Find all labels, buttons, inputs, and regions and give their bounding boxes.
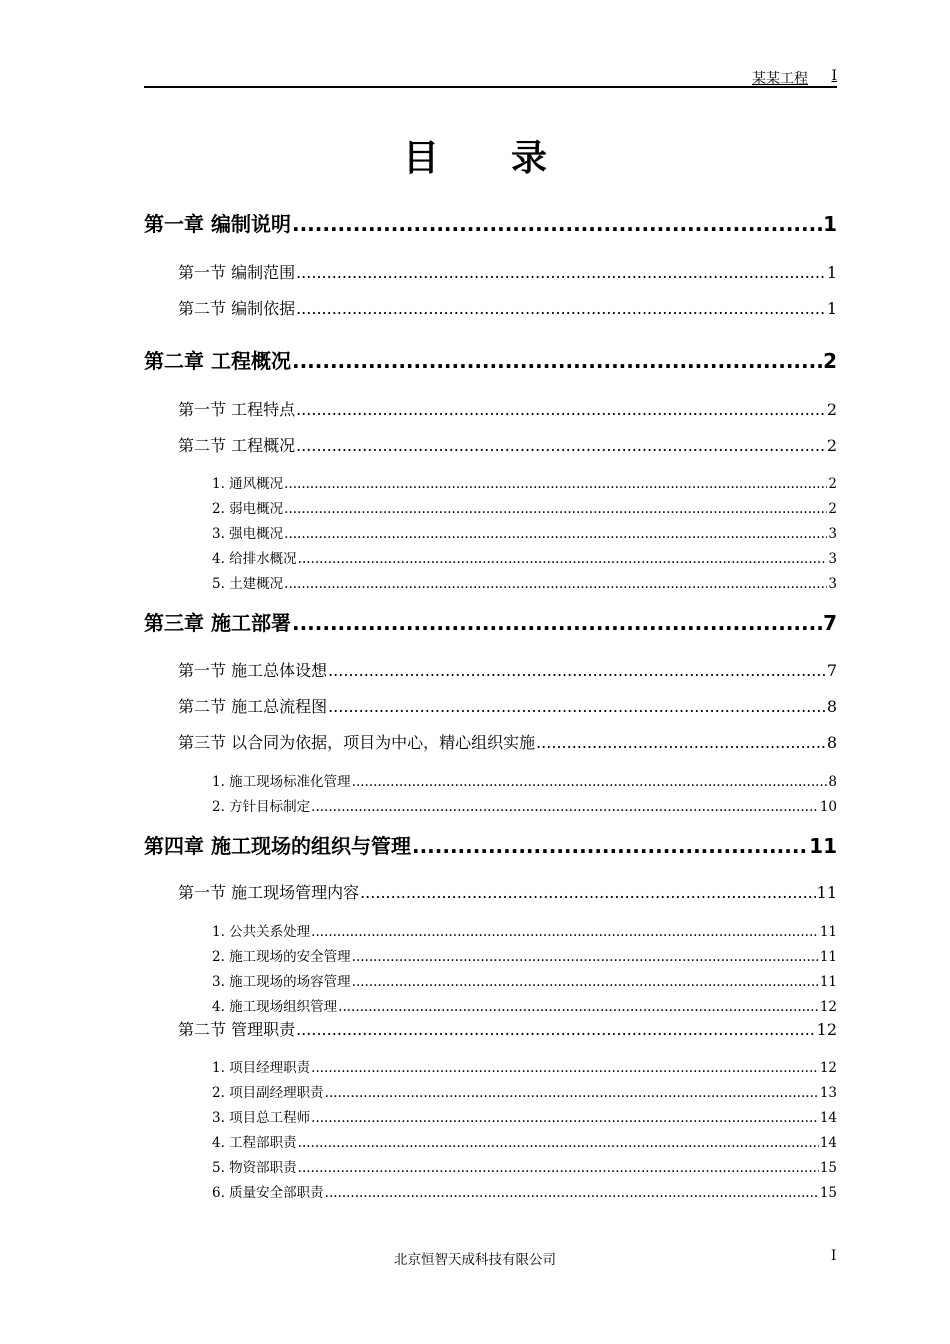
dot-leader xyxy=(352,949,819,965)
dot-leader xyxy=(325,1085,819,1101)
toc-entry-page: 11 xyxy=(809,834,837,858)
toc-item-entry[interactable] xyxy=(212,1081,837,1101)
toc-entry-label: 4. 施工现场组织管理 xyxy=(212,999,338,1015)
dot-leader xyxy=(325,1185,819,1201)
toc-entry-label: 2. 方针目标制定 xyxy=(212,799,311,815)
toc-entry-label: 4. 给排水概况 xyxy=(212,551,297,567)
toc-entry-label: 第二节 施工总流程图 xyxy=(178,697,328,716)
toc-entry-label: 第一节 施工总体设想 xyxy=(178,661,328,680)
toc-entry-label: 5. 物资部职责 xyxy=(212,1160,297,1176)
toc-entry-page: 15 xyxy=(819,1185,837,1201)
toc-entry-label: 4. 工程部职责 xyxy=(212,1135,297,1151)
toc-entry-label: 第一节 工程特点 xyxy=(178,400,296,419)
toc-entry-page: 13 xyxy=(819,1085,837,1101)
toc-entry-label: 3. 强电概况 xyxy=(212,526,284,542)
toc-section-entry[interactable] xyxy=(178,260,837,283)
toc-section-entry[interactable] xyxy=(178,296,837,319)
toc-entry-page: 2 xyxy=(826,436,837,455)
toc-entry-label: 3. 项目总工程师 xyxy=(212,1110,311,1126)
toc-entry-page: 14 xyxy=(819,1110,837,1126)
dot-leader xyxy=(298,1135,819,1151)
footer-page-number: I xyxy=(831,1248,837,1264)
toc-section-entry[interactable] xyxy=(178,730,837,753)
toc-entry-page: 1 xyxy=(826,299,837,318)
toc-section-entry[interactable] xyxy=(178,694,837,717)
toc-entry-page: 8 xyxy=(828,774,837,790)
toc-entry-page: 3 xyxy=(828,576,837,592)
dot-leader xyxy=(311,1060,819,1076)
footer-company: 北京恒智天成科技有限公司 xyxy=(394,1252,556,1268)
toc-entry-label: 第二节 编制依据 xyxy=(178,299,296,318)
toc-entry-label: 2. 弱电概况 xyxy=(212,501,284,517)
toc-entry-page: 12 xyxy=(816,1020,837,1039)
dot-leader xyxy=(284,576,827,592)
toc-entry-page: 10 xyxy=(819,799,837,815)
toc-item-entry[interactable] xyxy=(212,547,837,567)
toc-entry-page: 11 xyxy=(819,949,837,965)
toc-item-entry[interactable] xyxy=(212,1156,837,1176)
toc-item-entry[interactable] xyxy=(212,795,837,815)
toc-section-entry[interactable] xyxy=(178,433,837,456)
toc-entry-page: 12 xyxy=(819,999,837,1015)
toc-entry-label: 第四章 施工现场的组织与管理 xyxy=(144,834,411,858)
dot-leader xyxy=(338,999,819,1015)
toc-item-entry[interactable] xyxy=(212,472,837,492)
dot-leader xyxy=(292,212,822,236)
toc-entry-page: 3 xyxy=(828,551,837,567)
toc-entry-label: 1. 公共关系处理 xyxy=(212,924,311,940)
dot-leader xyxy=(296,436,826,455)
toc-entry-label: 3. 施工现场的场容管理 xyxy=(212,974,351,990)
toc-entry-page: 11 xyxy=(819,974,837,990)
toc-entry-label: 5. 土建概况 xyxy=(212,576,284,592)
toc-section-entry[interactable] xyxy=(178,658,837,681)
toc-entry-page: 15 xyxy=(819,1160,837,1176)
dot-leader xyxy=(284,526,827,542)
toc-entry-page: 2 xyxy=(828,501,837,517)
dot-leader xyxy=(328,697,826,716)
dot-leader xyxy=(360,883,816,902)
toc-entry-page: 11 xyxy=(819,924,837,940)
toc-entry-page: 12 xyxy=(819,1060,837,1076)
toc-entry-label: 1. 施工现场标准化管理 xyxy=(212,774,351,790)
toc-chapter-entry[interactable] xyxy=(144,607,837,636)
toc-entry-label: 2. 项目副经理职责 xyxy=(212,1085,324,1101)
toc-entry-page: 3 xyxy=(828,526,837,542)
toc-item-entry[interactable] xyxy=(212,995,837,1015)
toc-entry-label: 2. 施工现场的安全管理 xyxy=(212,949,351,965)
toc-item-entry[interactable] xyxy=(212,1106,837,1126)
toc-entry-label: 第二节 工程概况 xyxy=(178,436,296,455)
toc-item-entry[interactable] xyxy=(212,945,837,965)
toc-entry-page: 1 xyxy=(826,263,837,282)
dot-leader xyxy=(284,476,827,492)
dot-leader xyxy=(292,611,822,635)
dot-leader xyxy=(311,1110,819,1126)
dot-leader xyxy=(352,974,819,990)
toc-item-entry[interactable] xyxy=(212,572,837,592)
toc-item-entry[interactable] xyxy=(212,1056,837,1076)
toc-chapter-entry[interactable] xyxy=(144,345,837,374)
toc-item-entry[interactable] xyxy=(212,1181,837,1201)
toc-entry-label: 第二节 管理职责 xyxy=(178,1020,296,1039)
toc-entry-page: 1 xyxy=(823,212,837,236)
toc-entry-page: 2 xyxy=(828,476,837,492)
toc-entry-page: 8 xyxy=(826,733,837,752)
toc-entry-label: 1. 通风概况 xyxy=(212,476,284,492)
toc-section-entry[interactable] xyxy=(178,880,837,903)
toc-entry-page: 11 xyxy=(816,883,837,902)
toc-title: 目录 xyxy=(402,138,619,179)
toc-entry-page: 14 xyxy=(819,1135,837,1151)
toc-item-entry[interactable] xyxy=(212,497,837,517)
toc-entry-page: 7 xyxy=(826,661,837,680)
dot-leader xyxy=(328,661,826,680)
toc-entry-page: 8 xyxy=(826,697,837,716)
toc-entry-label: 第二章 工程概况 xyxy=(144,349,291,373)
toc-entry-label: 第一节 编制范围 xyxy=(178,263,296,282)
toc-entry-label: 第一章 编制说明 xyxy=(144,212,291,236)
toc-entry-label: 第一节 施工现场管理内容 xyxy=(178,883,360,902)
dot-leader xyxy=(412,834,808,858)
dot-leader xyxy=(296,1020,816,1039)
toc-entry-page: 2 xyxy=(826,400,837,419)
toc-section-entry[interactable] xyxy=(178,1017,837,1040)
toc-entry-label: 第三章 施工部署 xyxy=(144,611,291,635)
dot-leader xyxy=(284,501,827,517)
toc-item-entry[interactable] xyxy=(212,1131,837,1151)
dot-leader xyxy=(311,799,819,815)
toc-item-entry[interactable] xyxy=(212,522,837,542)
dot-leader xyxy=(298,1160,819,1176)
toc-entry-label: 1. 项目经理职责 xyxy=(212,1060,311,1076)
dot-leader xyxy=(292,349,822,373)
toc-item-entry[interactable] xyxy=(212,920,837,940)
toc-chapter-entry[interactable] xyxy=(144,830,837,859)
toc-item-entry[interactable] xyxy=(212,970,837,990)
toc-entry-page: 2 xyxy=(823,349,837,373)
toc-item-entry[interactable] xyxy=(212,770,837,790)
header-page-number: I xyxy=(831,68,837,84)
toc-entry-page: 7 xyxy=(823,611,837,635)
header-title: 某某工程 xyxy=(752,71,808,87)
toc-entry-label: 第三节 以合同为依据，项目为中心，精心组织实施 xyxy=(178,733,536,752)
dot-leader xyxy=(296,299,826,318)
dot-leader xyxy=(352,774,828,790)
toc-entry-label: 6. 质量安全部职责 xyxy=(212,1185,324,1201)
toc-chapter-entry[interactable] xyxy=(144,208,837,237)
dot-leader xyxy=(311,924,819,940)
toc-section-entry[interactable] xyxy=(178,397,837,420)
dot-leader xyxy=(296,263,826,282)
dot-leader xyxy=(536,733,826,752)
dot-leader xyxy=(296,400,826,419)
dot-leader xyxy=(298,551,828,567)
